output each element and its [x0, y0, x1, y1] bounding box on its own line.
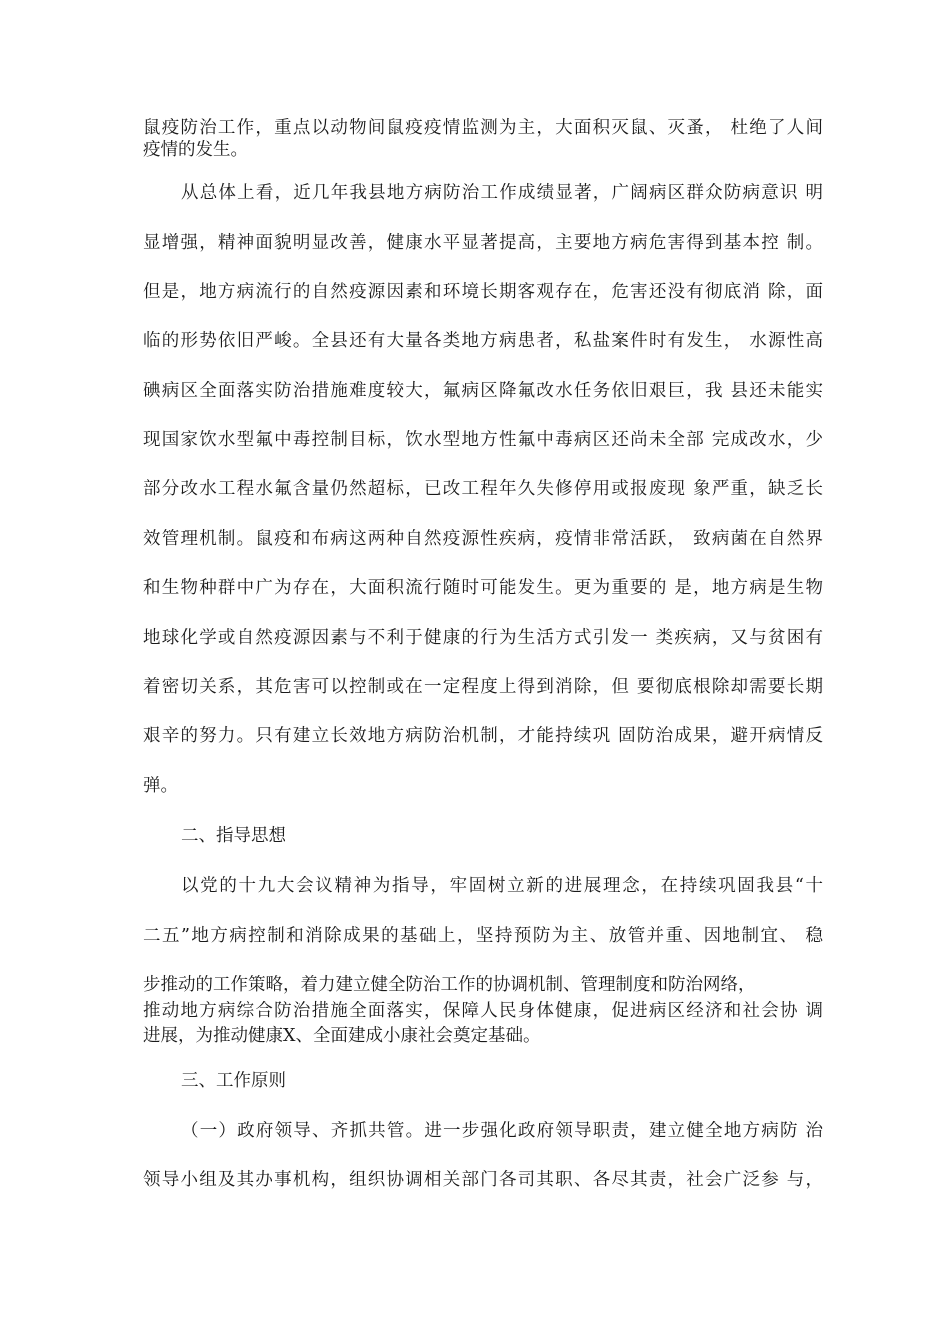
paragraph-line: 进展，为推动健康X、全面建成小康社会奠定基础。: [143, 1026, 541, 1046]
paragraph-line: 以党的十九大会议精神为指导，牢固树立新的进展理念，在持续巩固我县“十: [181, 876, 823, 896]
paragraph-line: 从总体上看，近几年我县地方病防治工作成绩显著，广阔病区群众防病意识 明: [181, 183, 823, 203]
paragraph-line: 领导小组及其办事机构，组织协调相关部门各司其职、各尽其责，社会广泛参 与，: [143, 1170, 823, 1190]
paragraph-line: 地球化学或自然疫源因素与不利于健康的行为生活方式引发一 类疾病，又与贫困有: [143, 628, 823, 648]
paragraph-line: 二五”地方病控制和消除成果的基础上，坚持预防为主、放管并重、因地制宜、 稳: [143, 926, 823, 946]
paragraph-line: 现国家饮水型氟中毒控制目标，饮水型地方性氟中毒病区还尚未全部 完成改水，少: [143, 430, 823, 450]
section-heading: 三、工作原则: [181, 1071, 286, 1091]
paragraph-line: 和生物种群中广为存在，大面积流行随时可能发生。更为重要的 是，地方病是生物: [143, 578, 823, 598]
paragraph-line: 弹。: [143, 776, 178, 796]
paragraph-line: 推动地方病综合防治措施全面落实，保障人民身体健康，促进病区经济和社会协 调: [143, 1001, 823, 1021]
paragraph-line: 但是，地方病流行的自然疫源因素和环境长期客观存在，危害还没有彻底消 除，面: [143, 282, 823, 302]
paragraph-line: 鼠疫防治工作，重点以动物间鼠疫疫情监测为主，大面积灭鼠、灭蚤， 杜绝了人间: [143, 118, 823, 138]
paragraph-line: 部分改水工程水氟含量仍然超标，已改工程年久失修停用或报废现 象严重，缺乏长: [143, 479, 823, 499]
paragraph-line: 艰辛的努力。只有建立长效地方病防治机制，才能持续巩 固防治成果，避开病情反: [143, 726, 823, 746]
paragraph-line: 临的形势依旧严峻。全县还有大量各类地方病患者，私盐案件时有发生， 水源性高: [143, 331, 823, 351]
paragraph-line: 着密切关系，其危害可以控制或在一定程度上得到消除，但 要彻底根除却需要长期: [143, 677, 823, 697]
section-heading: 二、指导思想: [181, 826, 286, 846]
paragraph-line: （一）政府领导、齐抓共管。进一步强化政府领导职责，建立健全地方病防 治: [181, 1121, 823, 1141]
paragraph-line: 步推动的工作策略，着力建立健全防治工作的协调机制、管理制度和防治网络，: [143, 975, 756, 995]
paragraph-line: 效管理机制。鼠疫和布病这两种自然疫源性疾病，疫情非常活跃， 致病菌在自然界: [143, 529, 823, 549]
paragraph-line: 疫情的发生。: [143, 140, 248, 160]
paragraph-line: 显增强，精神面貌明显改善，健康水平显著提高，主要地方病危害得到基本控 制。: [143, 233, 823, 253]
paragraph-line: 碘病区全面落实防治措施难度较大，氟病区降氟改水任务依旧艰巨，我 县还未能实: [143, 381, 823, 401]
